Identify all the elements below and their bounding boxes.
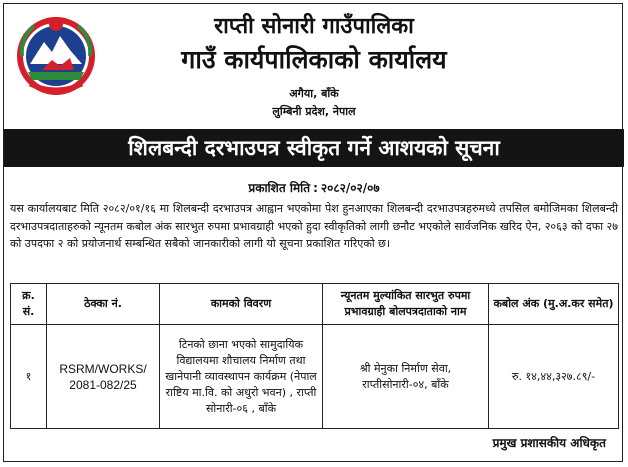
cell-amount: रु. १४,४४,३२७.८९/- [489, 325, 619, 429]
bid-table [10, 283, 619, 429]
office-name: गाउँ कार्यपालिकाको कार्यालय [181, 45, 447, 74]
cell-serial: १ [11, 325, 47, 429]
cell-description: टिनको छाना भएको सामुदायिक विद्यालयमा शौचालय निर्माण तथा खानेपानी व्यावस्थापन कार्यक्रम (नेपाल राष्टिय मा.वि. को अधुरो भवन) , राप्ती सोनारी-०६ , बाँके [160, 325, 323, 429]
signatory-title: प्रमुख प्रशासकीय अधिकृत [492, 436, 606, 450]
header-contract-no: ठेक्का नं. [47, 284, 160, 325]
notice-title: शिलबन्दी दरभाउपत्र स्वीकृत गर्ने आशयको सूचना [4, 129, 624, 167]
municipality-name: राप्ती सोनारी गाउँपालिका [214, 13, 414, 39]
address-line-2: लुम्बिनी प्रदेश, नेपाल [272, 105, 356, 118]
cell-bidder: श्री मेनुका निर्माण सेवा, राप्तीसोनारी-०४, बाँके [323, 325, 489, 429]
published-date: २०८२/०२/०७ [320, 181, 380, 195]
header-description: कामको विवरण [160, 284, 323, 325]
notice-body: यस कार्यालयबाट मिति २०८२/०१/१६ मा शिलबन्दी दरभाउपत्र आह्वान भएकोमा पेश हुनआएका शिलबन्दी दरभाउपत्रहरुमध्ये तपसिल बमोजिमका शिलबन्दी दरभाउपत्रदाताहरुको न्यूनतम कबोल अंक सारभुत रुपमा प्रभावग्राही भएको हुदा स्वीकृतिको लागी छनौट भएकोले सार्वजनिक खरिद ऐन, २०६३ को दफा २७ को उपदफा २ को प्रयोजनार्थ सम्बन्धित सबैको जानकारीको लागी यो सूचना प्रकाशित गरिएको छ। [10, 202, 618, 250]
published-separator: : [313, 181, 318, 195]
published-date-line [0, 179, 628, 196]
address-line-1: अगैया, बाँके [289, 87, 339, 100]
header-amount: कबोल अंक (मु.अ.कर समेत) [489, 284, 619, 325]
table-row [11, 325, 619, 429]
cell-contract-no: RSRM/WORKS/ 2081-082/25 [47, 325, 160, 429]
published-label: प्रकाशित मिति [248, 181, 311, 195]
header-bidder: न्यूनतम मुल्यांकित सारभुत रुपमा प्रभावग्राही बोलपत्रदाताको नाम [323, 284, 489, 325]
header-serial: क्र. सं. [11, 284, 47, 325]
table-header-row [11, 284, 619, 325]
